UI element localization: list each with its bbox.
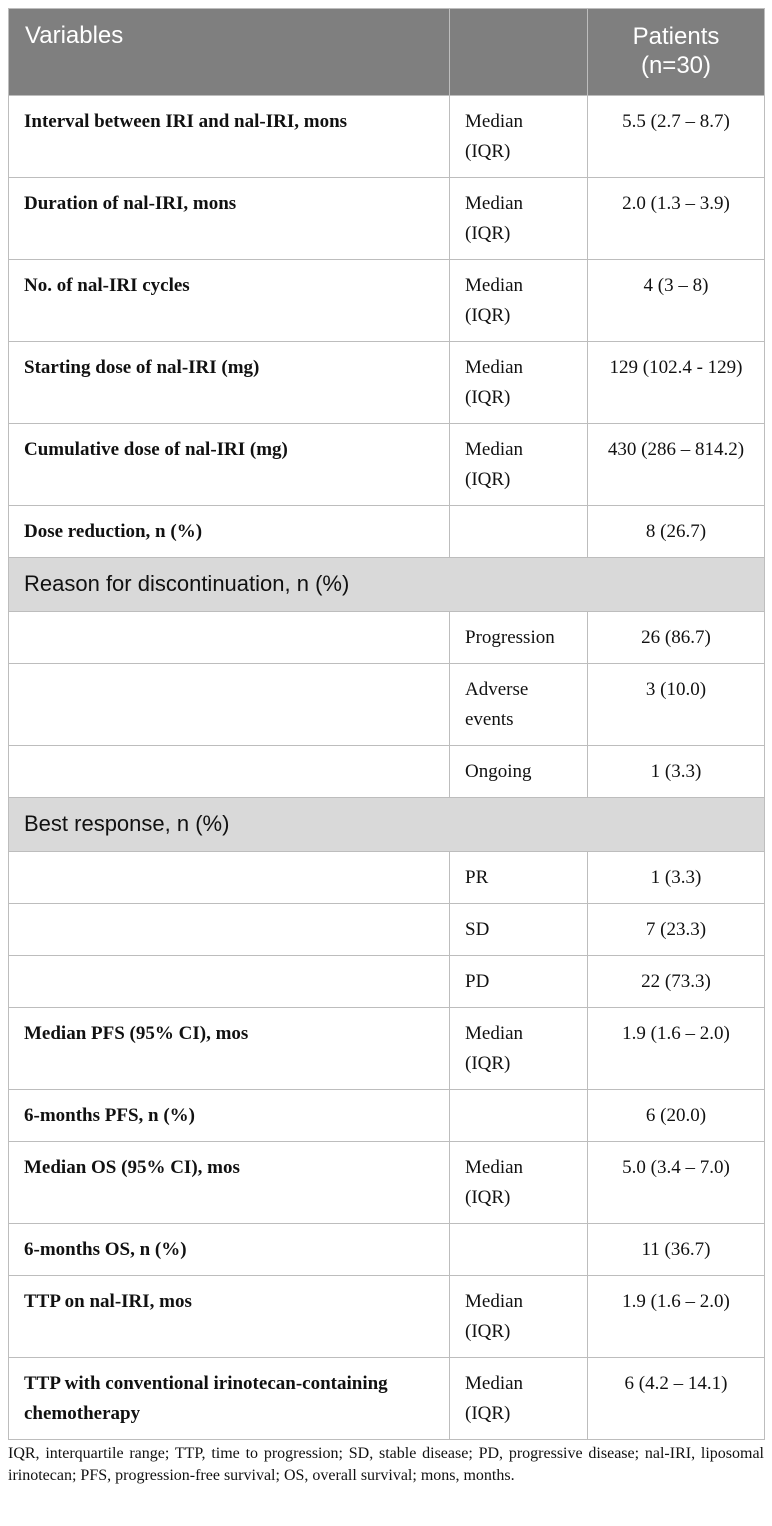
table-row bbox=[9, 1008, 765, 1090]
row-stat bbox=[450, 1224, 588, 1276]
row-value: 7 (23.3) bbox=[588, 904, 765, 956]
row-stat: Ongoing bbox=[450, 746, 588, 798]
row-label: Median PFS (95% CI), mos bbox=[9, 1008, 450, 1090]
row-value: 6 (4.2 – 14.1) bbox=[588, 1358, 765, 1440]
table-header-row bbox=[9, 9, 765, 96]
header-variables: Variables bbox=[9, 9, 450, 96]
row-label: Interval between IRI and nal-IRI, mons bbox=[9, 96, 450, 178]
table-row bbox=[9, 664, 765, 746]
row-label: No. of nal-IRI cycles bbox=[9, 260, 450, 342]
table-row bbox=[9, 1276, 765, 1358]
row-stat: Median (IQR) bbox=[450, 178, 588, 260]
table-container bbox=[8, 8, 764, 1440]
row-value: 8 (26.7) bbox=[588, 506, 765, 558]
table-row bbox=[9, 96, 765, 178]
row-value: 2.0 (1.3 – 3.9) bbox=[588, 178, 765, 260]
row-value: 1.9 (1.6 – 2.0) bbox=[588, 1008, 765, 1090]
section-title: Reason for discontinuation, n (%) bbox=[9, 558, 765, 612]
table-row bbox=[9, 746, 765, 798]
row-label: Cumulative dose of nal-IRI (mg) bbox=[9, 424, 450, 506]
row-stat: Median (IQR) bbox=[450, 96, 588, 178]
row-value: 430 (286 – 814.2) bbox=[588, 424, 765, 506]
table-row bbox=[9, 506, 765, 558]
row-value: 6 (20.0) bbox=[588, 1090, 765, 1142]
row-label bbox=[9, 612, 450, 664]
section-row-discontinuation bbox=[9, 558, 765, 612]
row-value: 5.5 (2.7 – 8.7) bbox=[588, 96, 765, 178]
header-blank bbox=[450, 9, 588, 96]
row-label: TTP on nal-IRI, mos bbox=[9, 1276, 450, 1358]
row-stat: Median (IQR) bbox=[450, 1008, 588, 1090]
row-label bbox=[9, 852, 450, 904]
table-row bbox=[9, 178, 765, 260]
row-stat: Adverse events bbox=[450, 664, 588, 746]
row-label: Starting dose of nal-IRI (mg) bbox=[9, 342, 450, 424]
row-label: Median OS (95% CI), mos bbox=[9, 1142, 450, 1224]
row-value: 1.9 (1.6 – 2.0) bbox=[588, 1276, 765, 1358]
row-stat bbox=[450, 1090, 588, 1142]
row-label bbox=[9, 664, 450, 746]
table-row bbox=[9, 342, 765, 424]
row-value: 1 (3.3) bbox=[588, 852, 765, 904]
row-stat: Median (IQR) bbox=[450, 1142, 588, 1224]
table-row bbox=[9, 260, 765, 342]
header-patients: Patients (n=30) bbox=[588, 9, 765, 96]
row-label: 6-months OS, n (%) bbox=[9, 1224, 450, 1276]
row-value: 3 (10.0) bbox=[588, 664, 765, 746]
row-value: 4 (3 – 8) bbox=[588, 260, 765, 342]
row-value: 22 (73.3) bbox=[588, 956, 765, 1008]
row-stat: Median (IQR) bbox=[450, 342, 588, 424]
row-value: 26 (86.7) bbox=[588, 612, 765, 664]
row-stat: Progression bbox=[450, 612, 588, 664]
table-row bbox=[9, 1142, 765, 1224]
row-stat: PD bbox=[450, 956, 588, 1008]
table-row bbox=[9, 904, 765, 956]
table-row bbox=[9, 956, 765, 1008]
table-row bbox=[9, 1358, 765, 1440]
section-row-best-response bbox=[9, 798, 765, 852]
row-stat: SD bbox=[450, 904, 588, 956]
row-label: 6-months PFS, n (%) bbox=[9, 1090, 450, 1142]
section-title: Best response, n (%) bbox=[9, 798, 765, 852]
table-row bbox=[9, 1224, 765, 1276]
table-row bbox=[9, 424, 765, 506]
row-value: 5.0 (3.4 – 7.0) bbox=[588, 1142, 765, 1224]
row-label bbox=[9, 746, 450, 798]
row-value: 11 (36.7) bbox=[588, 1224, 765, 1276]
row-stat: Median (IQR) bbox=[450, 424, 588, 506]
row-stat: PR bbox=[450, 852, 588, 904]
row-stat: Median (IQR) bbox=[450, 1276, 588, 1358]
row-label bbox=[9, 904, 450, 956]
row-label: Duration of nal-IRI, mons bbox=[9, 178, 450, 260]
table-row bbox=[9, 1090, 765, 1142]
row-value: 129 (102.4 - 129) bbox=[588, 342, 765, 424]
row-stat: Median (IQR) bbox=[450, 1358, 588, 1440]
row-label bbox=[9, 956, 450, 1008]
row-value: 1 (3.3) bbox=[588, 746, 765, 798]
patient-characteristics-table bbox=[8, 8, 765, 1440]
row-label: TTP with conventional irinotecan-containing chemotherapy bbox=[9, 1358, 450, 1440]
row-stat bbox=[450, 506, 588, 558]
table-row bbox=[9, 612, 765, 664]
table-footnote: IQR, interquartile range; TTP, time to progression; SD, stable disease; PD, progressive disease; nal-IRI, liposomal irinotecan; PFS, progression-free survival; OS, overall survival; mons, months. bbox=[8, 1445, 764, 1484]
table-row bbox=[9, 852, 765, 904]
row-label: Dose reduction, n (%) bbox=[9, 506, 450, 558]
row-stat: Median (IQR) bbox=[450, 260, 588, 342]
